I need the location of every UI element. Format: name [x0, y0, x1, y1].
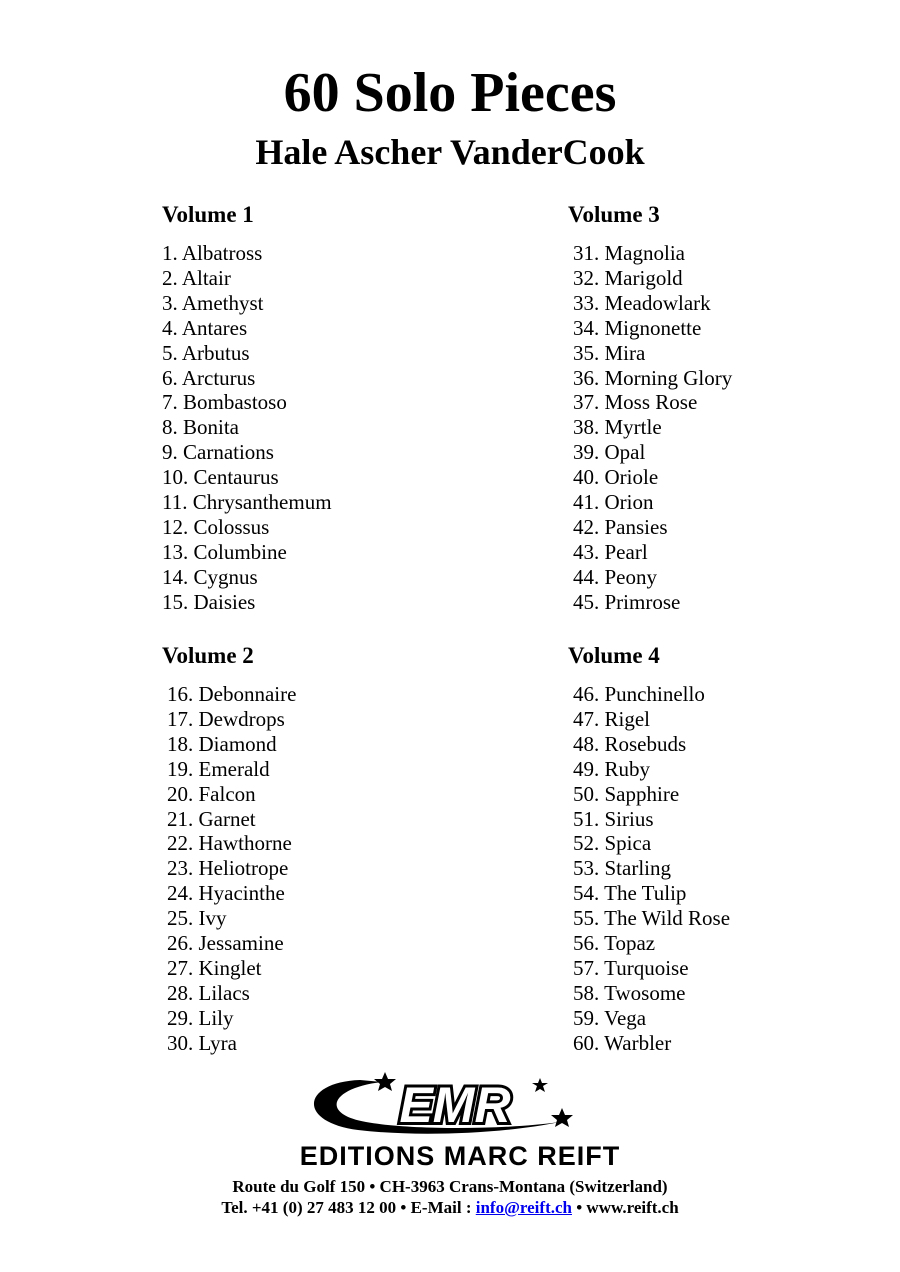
emr-logo-graphic — [240, 1070, 680, 1174]
piece-item: 15. Daisies — [162, 589, 256, 614]
contact-suffix: • www.reift.ch — [571, 1198, 679, 1217]
piece-item: 9. Carnations — [162, 440, 274, 465]
piece-item: 51. Sirius — [573, 806, 654, 831]
piece-item: 24. Hyacinthe — [167, 881, 285, 906]
piece-item: 50. Sapphire — [573, 781, 680, 806]
volume-2-section — [162, 642, 492, 1056]
piece-list — [162, 682, 492, 1056]
piece-item: 39. Opal — [573, 440, 646, 465]
piece-item: 33. Meadowlark — [573, 290, 711, 315]
piece-item: 12. Colossus — [162, 514, 270, 539]
piece-item: 43. Pearl — [573, 539, 648, 564]
logo-wordmark: EMR — [399, 1077, 511, 1133]
piece-item: 42. Pansies — [573, 514, 668, 539]
star-icon — [551, 1108, 573, 1127]
piece-list — [568, 682, 898, 1056]
piece-item: 17. Dewdrops — [167, 706, 285, 731]
publisher-name: EDITIONS MARC REIFT — [299, 1141, 621, 1171]
piece-item: 54. The Tulip — [573, 881, 687, 906]
piece-item: 56. Topaz — [573, 931, 656, 956]
star-icon — [532, 1078, 548, 1092]
piece-item: 44. Peony — [573, 564, 657, 589]
piece-item: 36. Morning Glory — [573, 365, 733, 390]
composer-name: Hale Ascher VanderCook — [255, 132, 645, 172]
email-link[interactable]: info@reift.ch — [475, 1198, 572, 1217]
piece-item: 46. Punchinello — [573, 682, 705, 706]
contact-prefix: Tel. +41 (0) 27 483 12 00 • E-Mail : — [221, 1198, 476, 1217]
piece-item: 38. Myrtle — [573, 415, 662, 440]
piece-item: 29. Lily — [167, 1005, 234, 1030]
piece-item: 58. Twosome — [573, 980, 686, 1005]
piece-item: 60. Warbler — [573, 1030, 672, 1055]
piece-item: 59. Vega — [573, 1005, 647, 1030]
piece-item: 25. Ivy — [167, 906, 227, 931]
star-icon — [374, 1072, 396, 1091]
volume-heading: Volume 1 — [162, 202, 254, 227]
piece-item: 34. Mignonette — [573, 315, 702, 340]
publisher-contact — [0, 1197, 900, 1219]
piece-item: 6. Arcturus — [162, 365, 256, 390]
piece-item: 23. Heliotrope — [167, 856, 289, 881]
piece-item: 52. Spica — [573, 831, 652, 856]
publisher-logo — [240, 1070, 680, 1174]
piece-item: 19. Emerald — [167, 756, 270, 781]
piece-item: 41. Orion — [573, 490, 654, 515]
piece-item: 7. Bombastoso — [162, 390, 287, 415]
piece-item: 26. Jessamine — [167, 931, 284, 956]
piece-item: 30. Lyra — [167, 1030, 237, 1055]
piece-item: 4. Antares — [162, 315, 248, 340]
volume-1-section — [162, 201, 492, 615]
piece-list — [162, 241, 492, 615]
publisher-address: Route du Golf 150 • CH-3963 Crans-Montana (Switzerland) — [232, 1177, 668, 1196]
page-title: 60 Solo Pieces — [283, 62, 617, 124]
piece-item: 31. Magnolia — [573, 241, 685, 265]
piece-item: 14. Cygnus — [162, 564, 258, 589]
piece-item: 32. Marigold — [573, 265, 683, 290]
piece-item: 28. Lilacs — [167, 980, 250, 1005]
piece-item: 1. Albatross — [162, 241, 263, 265]
piece-item: 49. Ruby — [573, 756, 651, 781]
piece-item: 48. Rosebuds — [573, 731, 687, 756]
piece-item: 27. Kinglet — [167, 955, 262, 980]
piece-item: 11. Chrysanthemum — [162, 490, 332, 515]
piece-item: 55. The Wild Rose — [573, 906, 731, 931]
piece-item: 2. Altair — [162, 265, 231, 290]
volume-3-section — [568, 201, 898, 615]
piece-item: 47. Rigel — [573, 706, 650, 731]
piece-list — [568, 241, 898, 615]
volume-4-section — [568, 642, 898, 1056]
piece-item: 16. Debonnaire — [167, 682, 297, 706]
volume-heading: Volume 2 — [162, 643, 254, 668]
piece-item: 10. Centaurus — [162, 465, 279, 490]
piece-item: 53. Starling — [573, 856, 671, 881]
piece-item: 57. Turquoise — [573, 955, 689, 980]
piece-item: 21. Garnet — [167, 806, 256, 831]
piece-item: 13. Columbine — [162, 539, 287, 564]
piece-item: 18. Diamond — [167, 731, 277, 756]
piece-item: 40. Oriole — [573, 465, 659, 490]
piece-item: 3. Amethyst — [162, 290, 264, 315]
volume-heading: Volume 4 — [568, 643, 660, 668]
piece-item: 22. Hawthorne — [167, 831, 292, 856]
piece-item: 8. Bonita — [162, 415, 239, 440]
piece-item: 45. Primrose — [573, 589, 681, 614]
piece-item: 5. Arbutus — [162, 340, 250, 365]
piece-item: 37. Moss Rose — [573, 390, 698, 415]
piece-item: 35. Mira — [573, 340, 646, 365]
volume-heading: Volume 3 — [568, 202, 660, 227]
piece-item: 20. Falcon — [167, 781, 256, 806]
